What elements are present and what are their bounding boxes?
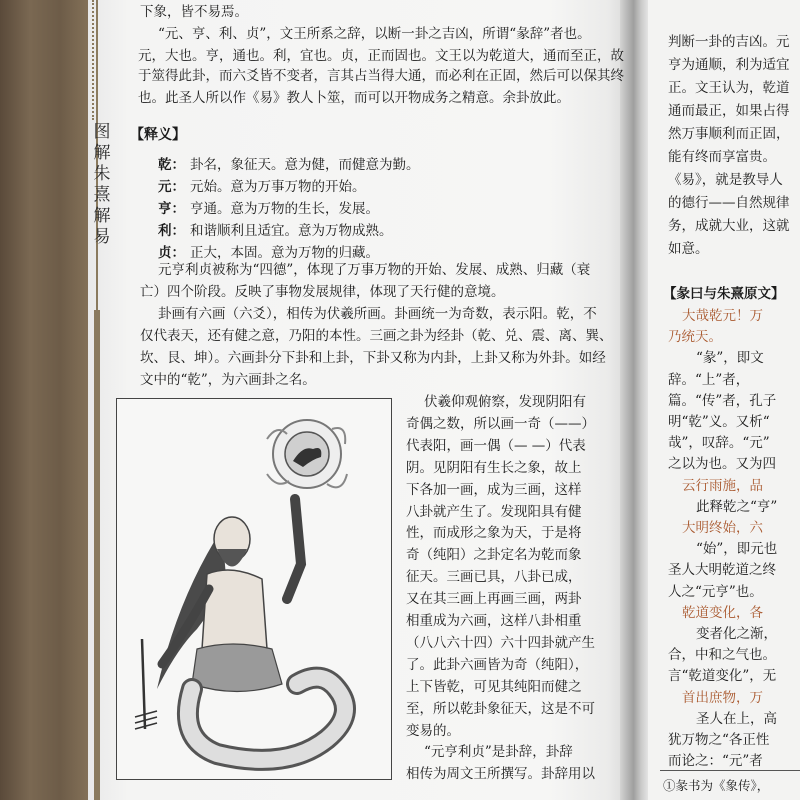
- footnote: ①彖书为《象传》，: [663, 778, 770, 793]
- side-line: 又在其三画上再画三画，两卦: [406, 591, 582, 608]
- commentary-line: 变者化之渐，: [696, 626, 777, 642]
- running-title-char: 解: [93, 206, 111, 226]
- definition-text: 正大，本固。意为万物的归藏。: [190, 245, 379, 261]
- right-top-line: 亨为通顺，利为适宜: [668, 57, 790, 73]
- commentary-line: 之以为也。又为四: [668, 456, 776, 473]
- paragraph-line: 仅代表天，还有健之意，乃阳的本性。三画之卦为经卦（乾、兑、震、离、巽、: [140, 328, 613, 344]
- right-top-line: 正。文王认为，乾道: [668, 80, 790, 96]
- section-heading-shiyi: 【释义】: [130, 127, 186, 143]
- commentary-line: 人之“元亨”也。: [668, 583, 763, 600]
- side-line: 代表阳，画一偶（— —）代表: [406, 437, 586, 454]
- commentary-line: 云行雨施，品: [682, 477, 763, 494]
- leaf-skirt: [192, 644, 282, 692]
- running-title-vertical: [91, 122, 113, 248]
- right-top-line: 务，成就大业，这就: [668, 218, 790, 234]
- footnote-rule: [660, 770, 800, 771]
- torso: [202, 570, 267, 655]
- side-line: 八卦就产生了。发现阳具有健: [406, 503, 582, 520]
- side-line: 伏羲仰观俯察，发现阴阳有: [424, 394, 586, 410]
- definition-text: 元始。意为万事万物的开始。: [190, 179, 366, 195]
- commentary-line: 大明终始，六: [682, 520, 763, 536]
- definition-term: 元：: [158, 179, 185, 195]
- commentary-line: 哉”，叹辞。“元”: [668, 435, 770, 452]
- book-gutter: [620, 0, 650, 800]
- serpent-tail-fill: [188, 678, 345, 760]
- side-line: 了。此卦六画皆为奇（纯阳），: [406, 656, 589, 673]
- commentary-line: 乃统天。: [668, 329, 722, 346]
- commentary-line: 而论之：“元”者: [668, 753, 763, 770]
- right-top-line: 如意。: [668, 241, 709, 257]
- commentary-line: 辞。“上”者，: [668, 371, 750, 388]
- side-line: 征天。三画已具，八卦已成，: [406, 569, 582, 586]
- side-line: 上下皆乾，可见其纯阳而健之: [406, 678, 582, 695]
- side-line: “元亨利贞”是卦辞，卦辞: [424, 744, 573, 761]
- side-line: 阴。见阴阳有生长之象，故上: [406, 459, 582, 476]
- right-top-line: 通而最正，如果占得: [668, 103, 790, 119]
- definition-text: 亨通。意为万物的生长，发展。: [190, 201, 379, 217]
- paragraph-line: 亡）四个阶段。反映了事物发展规律，体现了天行健的意境。: [140, 284, 505, 300]
- definition-term: 利：: [158, 223, 185, 239]
- commentary-line: 圣人在上，高: [696, 710, 777, 727]
- definition-text: 卦名，象征天。意为健，而健意为勤。: [190, 157, 420, 173]
- running-title-char: 熹: [93, 185, 111, 205]
- raised-arm: [287, 499, 301, 599]
- commentary-line: 明“乾”义。又析“: [668, 414, 770, 430]
- side-line: 变易的。: [406, 722, 460, 739]
- staff-head: [135, 711, 157, 729]
- right-top-line: 判断一卦的吉凶。元: [668, 34, 790, 50]
- commentary-line: 乾道变化，各: [682, 604, 763, 621]
- side-line: 奇（纯阳）之卦定名为乾而象: [406, 547, 582, 564]
- paragraph-line: 卦画有六画（六爻），相传为伏羲所画。卦画统一为奇数，表示阳。乾，不: [158, 306, 597, 322]
- side-line: 相重成为六画，这样八卦相重: [406, 613, 582, 629]
- intro-line: “元、亨、利、贞”，文王所系之辞，以断一卦之吉凶，所谓“彖辞”者也。: [158, 26, 591, 42]
- fuxi-figure-image: [117, 399, 391, 779]
- running-title-char: 朱: [93, 164, 111, 184]
- paragraph-line: 元亨利贞被称为“四德”，体现了万事万物的开始、发展、成熟、归藏（衰: [158, 262, 591, 278]
- side-line: 下各加一画，成为三画，这样: [406, 481, 582, 498]
- commentary-line: 篇。“传”者，孔子: [668, 392, 777, 409]
- commentary-line: “始”，即元也: [696, 541, 778, 558]
- side-line: 相传为周文王所撰写。卦辞用以: [406, 766, 595, 783]
- right-top-line: 《易》，就是教导人: [668, 172, 783, 188]
- spine-decoration: [92, 0, 104, 120]
- commentary-line: “彖”，即文: [696, 350, 764, 367]
- commentary-line: 大哉乾元！万: [682, 308, 763, 324]
- side-line: （八八六十四）六十四卦就产生: [406, 634, 595, 651]
- section-heading-tuan: 【彖曰与朱熹原文】: [663, 286, 785, 302]
- commentary-line: 此释乾之“亨”: [696, 498, 778, 515]
- fuxi-illustration: [116, 398, 392, 780]
- commentary-line: 言“乾道变化”，无: [668, 668, 777, 685]
- running-title-char: 图: [93, 122, 111, 142]
- definition-term: 贞：: [158, 245, 185, 261]
- right-top-line: 能有终而享富贵。: [668, 149, 776, 165]
- side-line: 至，所以乾卦象征天，这是不可: [406, 700, 595, 717]
- running-title-char: 易: [93, 227, 111, 247]
- intro-line: 也。此圣人所以作《易》教人卜筮，而可以开物成务之精意。余卦放此。: [138, 90, 570, 106]
- commentary-line: 合，中和之气也。: [668, 647, 776, 664]
- right-top-line: 的德行——自然规律: [668, 195, 790, 211]
- definition-term: 乾：: [158, 157, 185, 173]
- commentary-line: 圣人大明乾道之终: [668, 562, 776, 579]
- side-line: 奇偶之数，所以画一奇（——）: [406, 415, 595, 432]
- paragraph-line: 坎、艮、坤）。六画卦分下卦和上卦，下卦又称为内卦，上卦又称为外卦。如经: [140, 350, 606, 366]
- side-line: 性，而成形之象为天，于是将: [406, 525, 582, 542]
- running-title-char: 解: [93, 143, 111, 163]
- spine-bar: [94, 310, 100, 800]
- intro-line: 下象，皆不易焉。: [140, 4, 248, 20]
- definition-term: 亨：: [158, 201, 185, 217]
- intro-line: 于筮得此卦，而六爻皆不变者，言其占当得大通，而必利在正固，然后可以保其终: [138, 68, 624, 84]
- intro-line: 元，大也。亨，通也。利，宜也。贞，正而固也。文王以为乾道大，通而至正，故: [138, 48, 624, 64]
- paragraph-line: 文中的“乾”，为六画卦之名。: [140, 372, 316, 388]
- commentary-line: 首出庶物，万: [682, 689, 763, 706]
- definition-text: 和谐顺利且适宜。意为万物成熟。: [190, 223, 393, 239]
- commentary-line: 犹万物之“各正性: [668, 732, 770, 748]
- right-top-line: 然万事顺利而正固，: [668, 126, 790, 142]
